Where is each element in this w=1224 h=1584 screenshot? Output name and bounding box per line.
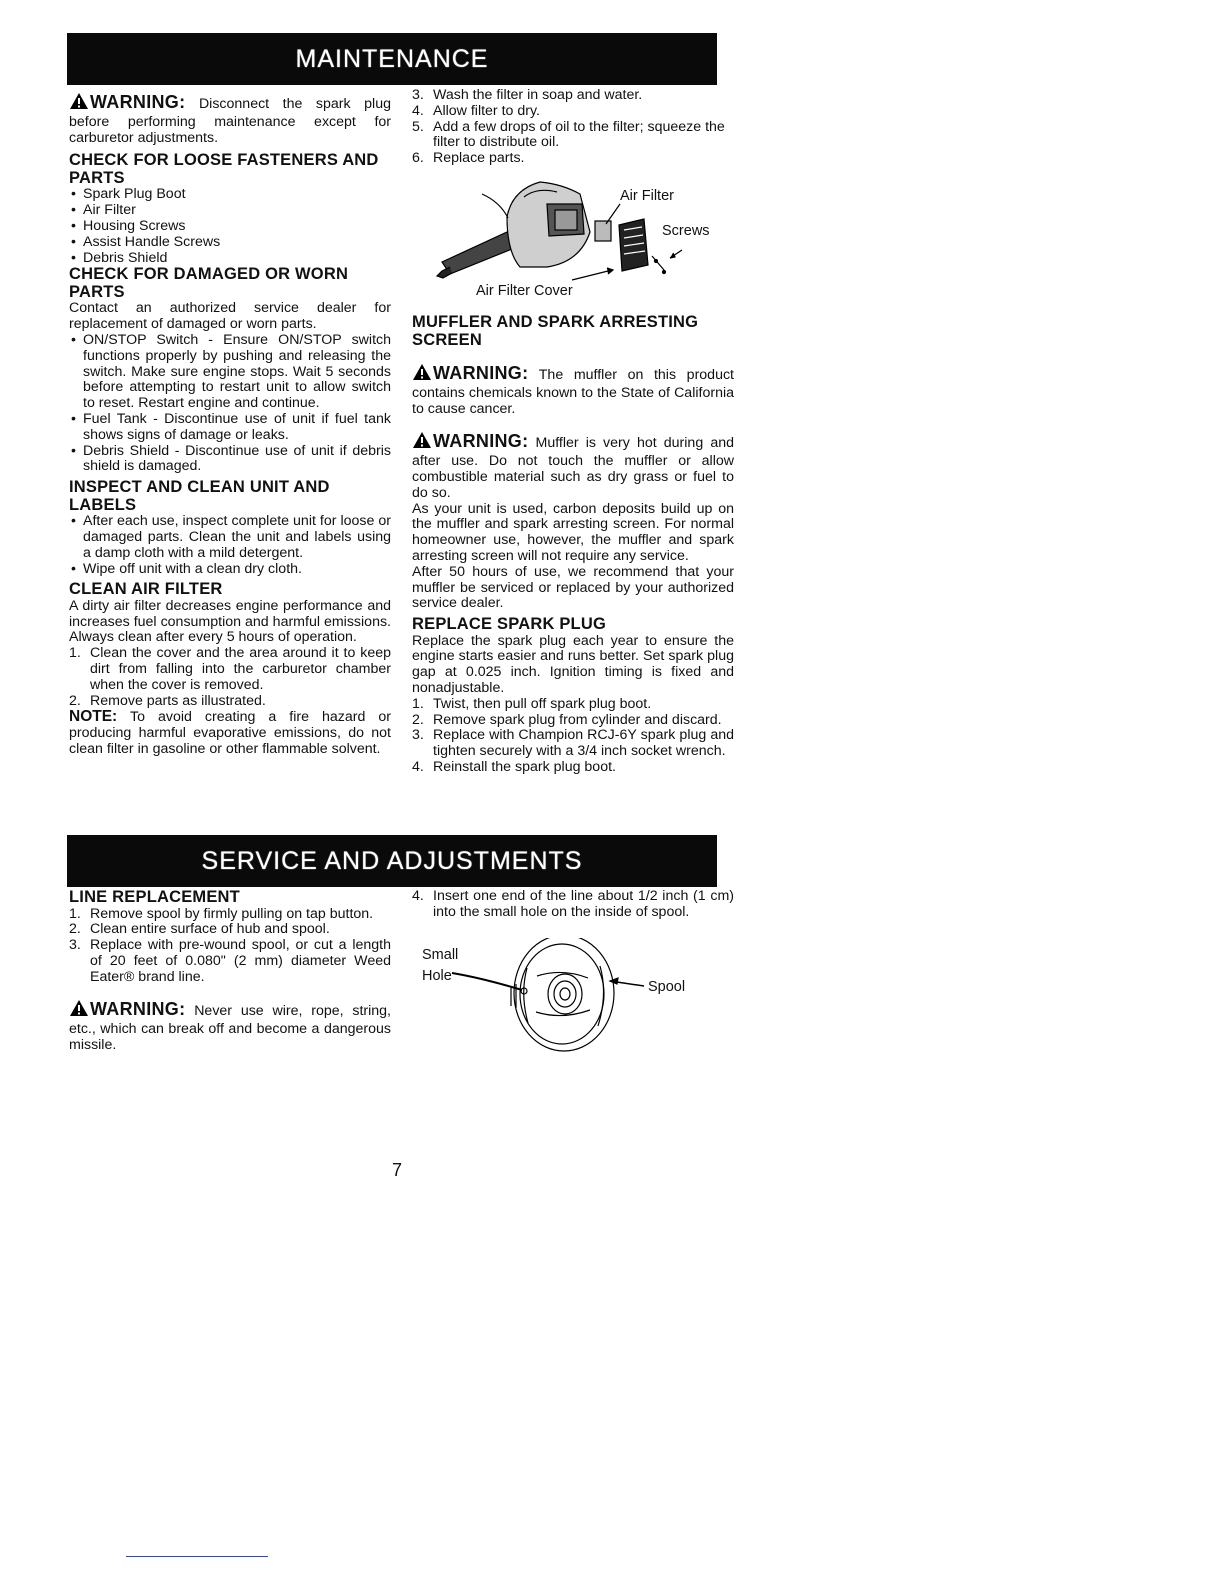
list-item [69,646,391,693]
maintenance-right-column-lower [412,314,734,776]
list-item [412,120,734,152]
step-number: 3. [412,87,424,103]
loose-fasteners-list [69,187,391,266]
step-text: Remove spark plug from cylinder and discard. [433,711,722,728]
step-text: Allow filter to dry. [433,102,540,119]
list-item: • Debris Shield [69,251,391,267]
list-item [412,760,734,776]
warning-triangle-icon [412,363,432,386]
fig-label-spool: Spool [648,979,686,995]
note-flammable [69,709,391,757]
maintenance-left-column [69,92,391,758]
list-item: • Fuel Tank - Discontinue use of unit if fuel tank shows signs of damage or leaks. [69,412,391,444]
list-item [412,151,734,167]
fig-label-air-filter: Air Filter [620,188,674,204]
list-item [412,728,734,760]
heading-loose-fasteners: CHECK FOR LOOSE FASTENERS AND PARTS [69,151,379,187]
maintenance-right-column [412,88,734,167]
warning-wire-rope [69,999,391,1053]
warning-label: WARNING: [90,92,186,112]
step-text: Insert one end of the line about 1/2 inch (1 cm) into the small hole on the inside of spool. [433,888,734,920]
muffler-paragraph: As your unit is used, carbon deposits build up on the muffler and spark arresting screen. For normal homeowner use, however, the muffler and spark arresting screen will not require any service. [412,500,734,564]
air-filter-steps [69,646,391,709]
heading-line-replacement: LINE REPLACEMENT [69,888,240,906]
step-number: 1. [69,645,81,662]
warning-disconnect [69,92,391,146]
note-text: To avoid creating a fire hazard or producing harmful evaporative emissions, do not clean filter in gasoline or other flammable solvent. [69,709,392,757]
fig-label-screws: Screws [662,223,710,239]
step-text: Replace parts. [433,150,525,167]
note-label: NOTE: [69,708,118,726]
step-text: Add a few drops of oil to the filter; squeeze the filter to distribute oil. [433,118,725,151]
spark-plug-intro: Replace the spark plug each year to ensure the engine starts easier and runs better. Set spark plug gap at 0.025 inch. Ignition timing is fixed and nonadjustable. [412,632,734,697]
spark-plug-steps [412,697,734,776]
list-item: • Spark Plug Boot [69,187,391,203]
service-right-column [412,889,734,921]
warning-label: WARNING: [433,431,529,452]
step-number: 1. [69,905,81,922]
air-filter-steps-continued [412,88,734,167]
inspect-list [69,514,391,577]
damaged-parts-list [69,333,391,475]
warning-text: Disconnect the spark plug before performing maintenance except for carburetor adjustments. [69,96,391,146]
warning-text: The muffler on this product contains chemicals known to the State of California to cause cancer. [412,367,735,417]
damaged-intro: Contact an authorized service dealer for replacement of damaged or worn parts. [69,300,391,333]
warning-label: WARNING: [433,363,529,383]
warning-cancer [412,363,734,417]
step-text: Clean entire surface of hub and spool. [90,921,330,938]
step-number: 2. [69,921,81,938]
list-item: • Air Filter [69,203,391,219]
list-item [412,713,734,729]
step-text: Replace with pre-wound spool, or cut a length of 20 feet of 0.080" (2 mm) diameter Weed Eater® brand line. [90,937,391,985]
list-item: • ON/STOP Switch - Ensure ON/STOP switch functions properly by pushing and releasing the switch. Make sure engine stops. Wait 5 seconds before attempting to restart unit to allow switch to reset. Restart engine and continue. [69,333,391,412]
list-item [412,88,734,104]
step-number: 5. [412,118,424,135]
heading-damaged-parts: CHECK FOR DAMAGED OR WORN PARTS [69,265,349,301]
air-filter-illustration [412,172,734,304]
step-number: 4. [412,102,424,119]
list-item [412,697,734,713]
step-number: 4. [412,759,424,776]
step-number: 2. [69,692,81,709]
heading-replace-spark-plug: REPLACE SPARK PLUG [412,615,606,634]
heading-inspect-clean: INSPECT AND CLEAN UNIT AND LABELS [69,478,330,514]
list-item: • After each use, inspect complete unit for loose or damaged parts. Clean the unit and labels using a damp cloth with a mild detergent. [69,514,391,561]
fig-label-hole: Hole [422,968,452,984]
warning-triangle-icon [412,431,432,454]
step-text: Remove parts as illustrated. [90,692,266,709]
warning-triangle-icon [69,999,89,1022]
step-number: 2. [412,711,424,728]
list-item [69,938,391,985]
list-item [412,104,734,120]
step-number: 3. [69,937,81,954]
list-item: • Debris Shield - Discontinue use of unit if debris shield is damaged. [69,444,391,476]
list-item [412,889,734,921]
maintenance-title: MAINTENANCE [295,45,489,73]
page-number: 7 [392,1160,403,1180]
step-text: Replace with Champion RCJ-6Y spark plug and tighten securely with a 3/4 inch socket wrench. [433,727,734,760]
fig-label-air-filter-cover: Air Filter Cover [476,283,573,299]
step-text: Reinstall the spark plug boot. [433,759,616,776]
step-text: Wash the filter in soap and water. [433,87,643,103]
spool-illustration [412,938,712,1058]
heading-muffler: MUFFLER AND SPARK ARRESTING SCREEN [412,313,699,349]
list-item: • Housing Screws [69,219,391,235]
step-number: 3. [412,727,424,744]
list-item: • Assist Handle Screws [69,235,391,251]
air-filter-intro: A dirty air filter decreases engine performance and increases fuel consumption and harmful emissions. Always clean after every 5 hours of operation. [69,597,391,646]
warning-label: WARNING: [90,999,186,1020]
fig-label-small: Small [422,947,459,963]
warning-triangle-icon [69,92,89,115]
service-banner [67,835,717,887]
warning-text: Never use wire, rope, string, etc., which can break off and become a dangerous missile. [69,1003,391,1054]
list-item [69,694,391,710]
line-replacement-steps [69,907,391,986]
list-item [69,922,391,938]
warning-hot-muffler [412,431,734,501]
step-number: 4. [412,888,424,904]
step-text: Twist, then pull off spark plug boot. [433,695,652,712]
step-number: 1. [412,695,424,712]
muffler-paragraph: After 50 hours of use, we recommend that your muffler be serviced or replaced by your authorized service dealer. [412,563,734,612]
heading-clean-air-filter: CLEAN AIR FILTER [69,580,223,599]
maintenance-banner [67,33,717,85]
footer-rule [126,1556,268,1557]
list-item [69,907,391,923]
service-left-column [69,889,391,1054]
step-text: Remove spool by firmly pulling on tap button. [90,905,374,922]
step-text: Clean the cover and the area around it to keep dirt from falling into the carburetor chamber when the cover is removed. [90,645,391,693]
list-item: • Wipe off unit with a clean dry cloth. [69,562,391,578]
step-number: 6. [412,150,424,167]
line-replacement-steps-continued [412,889,734,921]
service-title: SERVICE AND ADJUSTMENTS [201,847,583,875]
warning-text: Muffler is very hot during and after use. Do not touch the muffler or allow combustible material such as dry grass or fuel to do so. [412,435,734,501]
